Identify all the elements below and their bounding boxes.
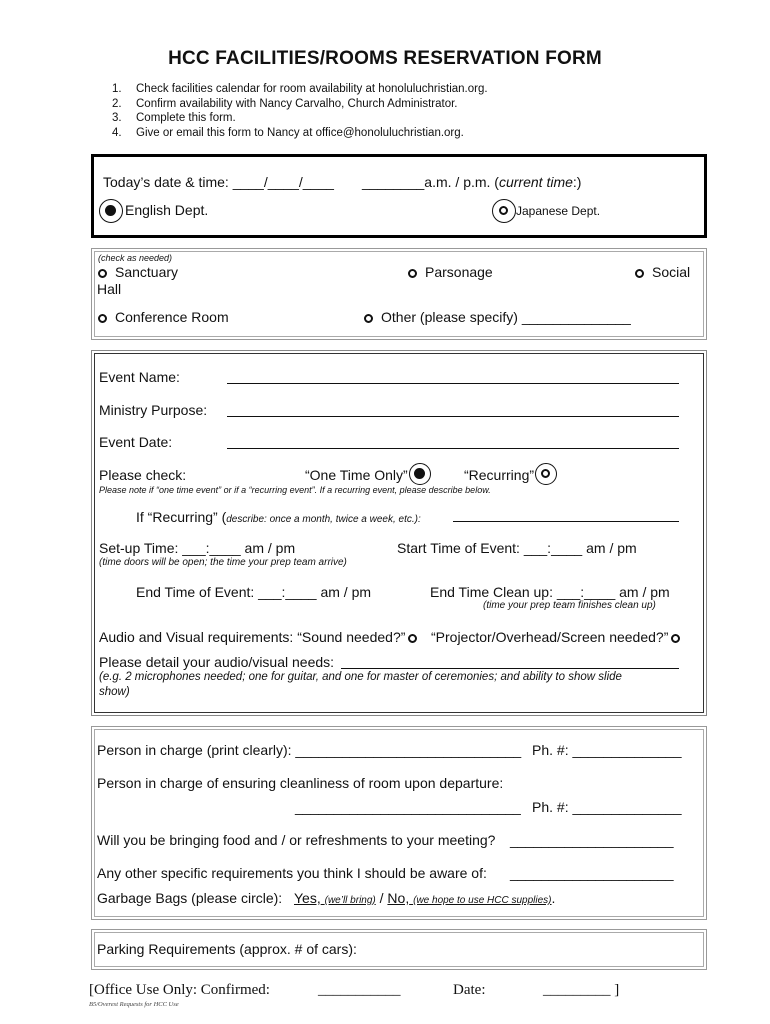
office-date-input[interactable]: _________ ] — [543, 982, 620, 998]
office-date-label: Date: — [453, 982, 486, 998]
other-requirements-label: Any other specific requirements you think I should be aware of: — [97, 865, 487, 881]
check-as-needed-note: (check as needed) — [98, 253, 173, 263]
instruction-item: 4. Give or email this form to Nancy at office@honoluluchristian.org. — [112, 126, 464, 139]
av-example-line1: (e.g. 2 microphones needed; one for guitar, and one for master of ceremonies; and ability to show slide — [99, 671, 622, 683]
parsonage-option[interactable]: Parsonage — [408, 264, 493, 280]
event-date-label: Event Date: — [99, 434, 173, 450]
sound-checkbox-icon — [408, 634, 417, 643]
cleanliness-person-label: Person in charge of ensuring cleanliness of room upon departure: — [97, 775, 504, 791]
parking-requirements-field[interactable]: Parking Requirements (approx. # of cars): — [97, 941, 357, 957]
sanctuary-checkbox-icon — [98, 269, 107, 278]
footnote: B5/Overest Requests for HCC Use — [89, 1001, 179, 1008]
garbage-bags-options: Yes, (we’ll bring) / No, (we hope to use HCC supplies). — [294, 890, 556, 906]
one-time-radio[interactable] — [409, 463, 431, 485]
parsonage-checkbox-icon — [408, 269, 417, 278]
setup-time-note: (time doors will be open; the time your prep team arrive) — [99, 557, 347, 568]
instruction-item: 3. Complete this form. — [112, 112, 236, 125]
japanese-dept-radio[interactable] — [492, 199, 516, 223]
av-requirements-label: Audio and Visual requirements: “Sound needed?” — [99, 629, 406, 645]
projector-checkbox-icon — [671, 634, 680, 643]
event-name-label: Event Name: — [99, 369, 180, 385]
conference-checkbox-icon — [98, 314, 107, 323]
rooms-box — [91, 248, 707, 340]
setup-time-field[interactable]: Set-up Time: ___:____ am / pm — [99, 540, 296, 556]
english-dept-radio[interactable] — [99, 199, 123, 223]
end-time-field[interactable]: End Time of Event: ___:____ am / pm — [136, 584, 372, 600]
recurring-label: “Recurring” — [464, 467, 535, 483]
current-time-field[interactable]: ________a.m. / p.m. (current time:) — [362, 174, 582, 190]
instructions-list — [112, 82, 488, 140]
garbage-yes-option[interactable]: Yes, (we’ll bring) — [294, 890, 376, 906]
english-dept-label: English Dept. — [125, 202, 209, 218]
conference-room-option[interactable]: Conference Room — [98, 309, 229, 325]
other-room-option[interactable]: Other (please specify) ______________ — [364, 309, 631, 325]
todays-date-field[interactable]: Today’s date & time: ____/____/____ — [103, 174, 334, 190]
event-type-note: Please note if “one time event” or if a “recurring event”. If a recurring event, please describe below. — [99, 485, 491, 495]
date-department-box — [91, 154, 707, 238]
other-checkbox-icon — [364, 314, 373, 323]
japanese-dept-label: Japanese Dept. — [516, 204, 601, 218]
av-detail-label: Please detail your audio/visual needs: — [99, 654, 335, 670]
recurring-description-input[interactable] — [453, 521, 679, 522]
food-answer-input[interactable]: _____________________ — [510, 832, 674, 848]
cleanup-time-field[interactable]: End Time Clean up: ___:____ am / pm — [430, 584, 670, 600]
one-time-label: “One Time Only” — [305, 467, 408, 483]
office-confirmed-label: [Office Use Only: Confirmed: — [89, 982, 270, 998]
please-check-label: Please check: — [99, 467, 187, 483]
hall-label: Hall — [97, 281, 122, 297]
form-title: HCC FACILITIES/ROOMS RESERVATION FORM — [168, 48, 602, 69]
av-detail-input[interactable] — [341, 668, 679, 669]
projector-label: “Projector/Overhead/Screen needed?” — [431, 629, 669, 645]
sanctuary-option[interactable]: Sanctuary — [98, 264, 178, 280]
garbage-bags-label: Garbage Bags (please circle): — [97, 890, 283, 906]
if-recurring-label: If “Recurring” (describe: once a month, twice a week, etc.): — [136, 509, 421, 525]
cleanup-time-note: (time your prep team finishes clean up) — [483, 600, 656, 611]
av-example-line2: show) — [99, 686, 130, 698]
recurring-radio[interactable] — [535, 463, 557, 485]
garbage-no-option[interactable]: No, (we hope to use HCC supplies) — [387, 890, 552, 906]
ministry-purpose-input[interactable] — [227, 416, 679, 417]
instruction-item: 1. Check facilities calendar for room availability at honoluluchristian.org. — [112, 83, 488, 95]
event-name-input[interactable] — [227, 383, 679, 384]
ministry-purpose-label: Ministry Purpose: — [99, 402, 208, 418]
sound-needed-checkbox[interactable] — [408, 629, 425, 645]
event-date-input[interactable] — [227, 448, 679, 449]
cleanliness-phone-field[interactable]: Ph. #: ______________ — [532, 799, 682, 815]
projector-needed-checkbox[interactable] — [671, 629, 688, 645]
office-confirmed-input[interactable]: ___________ — [318, 982, 401, 998]
person-phone-field[interactable]: Ph. #: ______________ — [532, 742, 682, 758]
social-hall-option[interactable]: Social — [635, 264, 690, 280]
start-time-field[interactable]: Start Time of Event: ___:____ am / pm — [397, 540, 637, 556]
person-in-charge-field[interactable]: Person in charge (print clearly): _____________________________ — [97, 742, 522, 758]
instruction-item: 2. Confirm availability with Nancy Carvalho, Church Administrator. — [112, 97, 458, 110]
cleanliness-person-input[interactable]: _____________________________ — [295, 799, 521, 815]
other-requirements-input[interactable]: _____________________ — [510, 865, 674, 881]
food-question-label: Will you be bringing food and / or refreshments to your meeting? — [97, 832, 496, 848]
social-checkbox-icon — [635, 269, 644, 278]
